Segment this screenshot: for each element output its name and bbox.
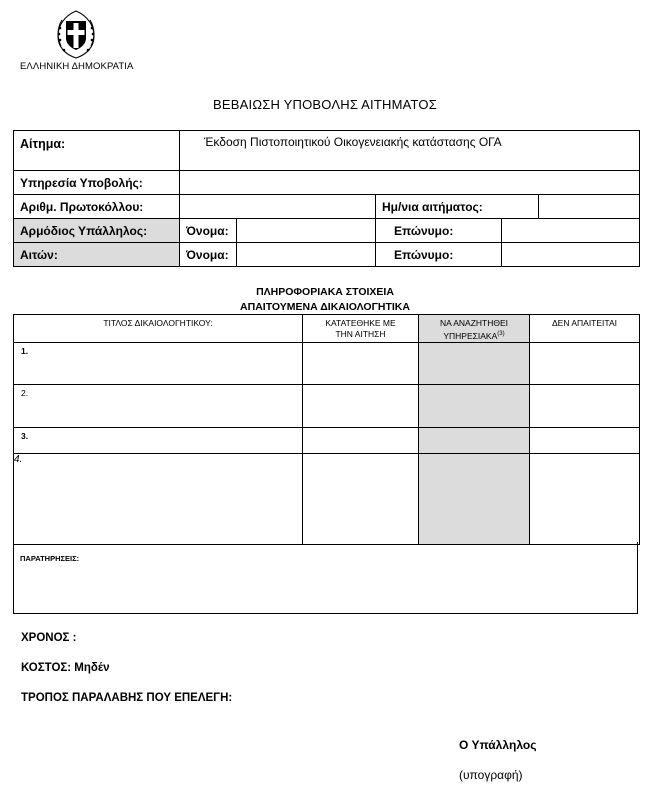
documents-heading: ΑΠΑΙΤΟΥΜΕΝΑ ΔΙΚΑΙΟΛΟΓΗΤΙΚΑ: [240, 301, 410, 313]
col-not-required-header: [530, 315, 640, 343]
applicant-label: Αιτών:: [14, 243, 180, 267]
col-searched-line-2: ΥΠΗΡΕΣΙΑΚΑ: [443, 330, 498, 341]
submitted-cell[interactable]: [303, 342, 419, 384]
service-label: Υπηρεσία Υποβολής:: [14, 171, 180, 195]
submitted-cell[interactable]: [303, 427, 419, 453]
table-row: [14, 342, 640, 384]
delivery-method-label: ΤΡΟΠΟΣ ΠΑΡΑΛΑΒΗΣ ΠΟΥ ΕΠΕΛΕΓΗ:: [21, 692, 233, 704]
row-number: 4.: [14, 453, 303, 544]
page-title: ΒΕΒΑΙΩΣΗ ΥΠΟΒΟΛΗΣ ΑΙΤΗΜΑΤΟΣ: [213, 97, 437, 112]
date-field[interactable]: [539, 195, 640, 219]
submitted-cell[interactable]: [303, 384, 419, 427]
remarks-box[interactable]: [13, 542, 638, 614]
applicant-last-name-field[interactable]: [502, 243, 640, 267]
table-row: [14, 427, 640, 453]
officer-label: Αρμόδιος Υπάλληλος:: [14, 219, 180, 243]
documents-table: [13, 314, 640, 545]
searched-cell[interactable]: [419, 384, 530, 427]
row-number: 3.: [14, 427, 303, 453]
col-searched-note: (3): [497, 331, 505, 337]
not-required-cell[interactable]: [530, 342, 640, 384]
col-searched-header: [419, 315, 530, 343]
time-label: ΧΡΟΝΟΣ :: [21, 632, 77, 644]
protocol-label: Αριθμ. Πρωτοκόλλου:: [14, 195, 180, 219]
col-title-header: [14, 315, 303, 343]
searched-cell[interactable]: [419, 427, 530, 453]
searched-cell[interactable]: [419, 342, 530, 384]
col-searched-line-1: ΝΑ ΑΝΑΖΗΤΗΘΕΙ: [439, 318, 508, 328]
emblem-label: ΕΛΛΗΝΙΚΗ ΔΗΜΟΚΡΑΤΙΑ: [20, 61, 134, 72]
applicant-first-name-field[interactable]: [237, 243, 376, 267]
row-number: 1.: [14, 342, 303, 384]
request-value: Έκδοση Πιστοποιητικού Οικογενειακής κατάστασης ΟΓΑ: [180, 131, 640, 171]
employee-label: Ο Υπάλληλος: [459, 738, 537, 752]
greek-coat-of-arms-icon: [52, 8, 100, 60]
request-info-table: [13, 130, 640, 267]
info-heading: ΠΛΗΡΟΦΟΡΙΑΚΑ ΣΤΟΙΧΕΙΑ: [256, 286, 394, 298]
col-submitted-line-2: ΤΗΝ ΑΙΤΗΣΗ: [335, 329, 386, 339]
not-required-cell[interactable]: [530, 427, 640, 453]
signature-label: (υπογραφή): [459, 768, 523, 782]
row-number: 2.: [14, 384, 303, 427]
request-label: Αίτημα:: [14, 131, 180, 171]
service-field[interactable]: [180, 171, 640, 195]
applicant-last-name-label: Επώνυμο:: [376, 243, 502, 267]
applicant-first-name-label: Όνομα:: [180, 243, 237, 267]
searched-cell[interactable]: [419, 453, 530, 544]
not-required-cell[interactable]: [530, 453, 640, 544]
col-not-required-text: ΔΕΝ ΑΠΑΙΤΕΙΤΑΙ: [551, 318, 618, 328]
col-title-text: ΤΙΤΛΟΣ ΔΙΚΑΙΟΛΟΓΗΤΙΚΟΥ:: [103, 318, 213, 328]
cost-label: ΚΟΣΤΟΣ: Μηδέν: [21, 662, 110, 674]
col-submitted-line-1: ΚΑΤΑΤΕΘΗΚΕ ΜΕ: [325, 318, 396, 328]
protocol-field[interactable]: [180, 195, 376, 219]
officer-first-name-label: Όνομα:: [180, 219, 237, 243]
table-row: [14, 384, 640, 427]
remarks-label: ΠΑΡΑΤΗΡΗΣΕΙΣ:: [20, 554, 80, 563]
date-label: Ημ/νια αιτήματος:: [376, 195, 539, 219]
col-submitted-header: [303, 315, 419, 343]
officer-last-name-field[interactable]: [502, 219, 640, 243]
table-row: [14, 453, 640, 544]
officer-first-name-field[interactable]: [237, 219, 376, 243]
officer-last-name-label: Επώνυμο:: [376, 219, 502, 243]
submitted-cell[interactable]: [303, 453, 419, 544]
not-required-cell[interactable]: [530, 384, 640, 427]
